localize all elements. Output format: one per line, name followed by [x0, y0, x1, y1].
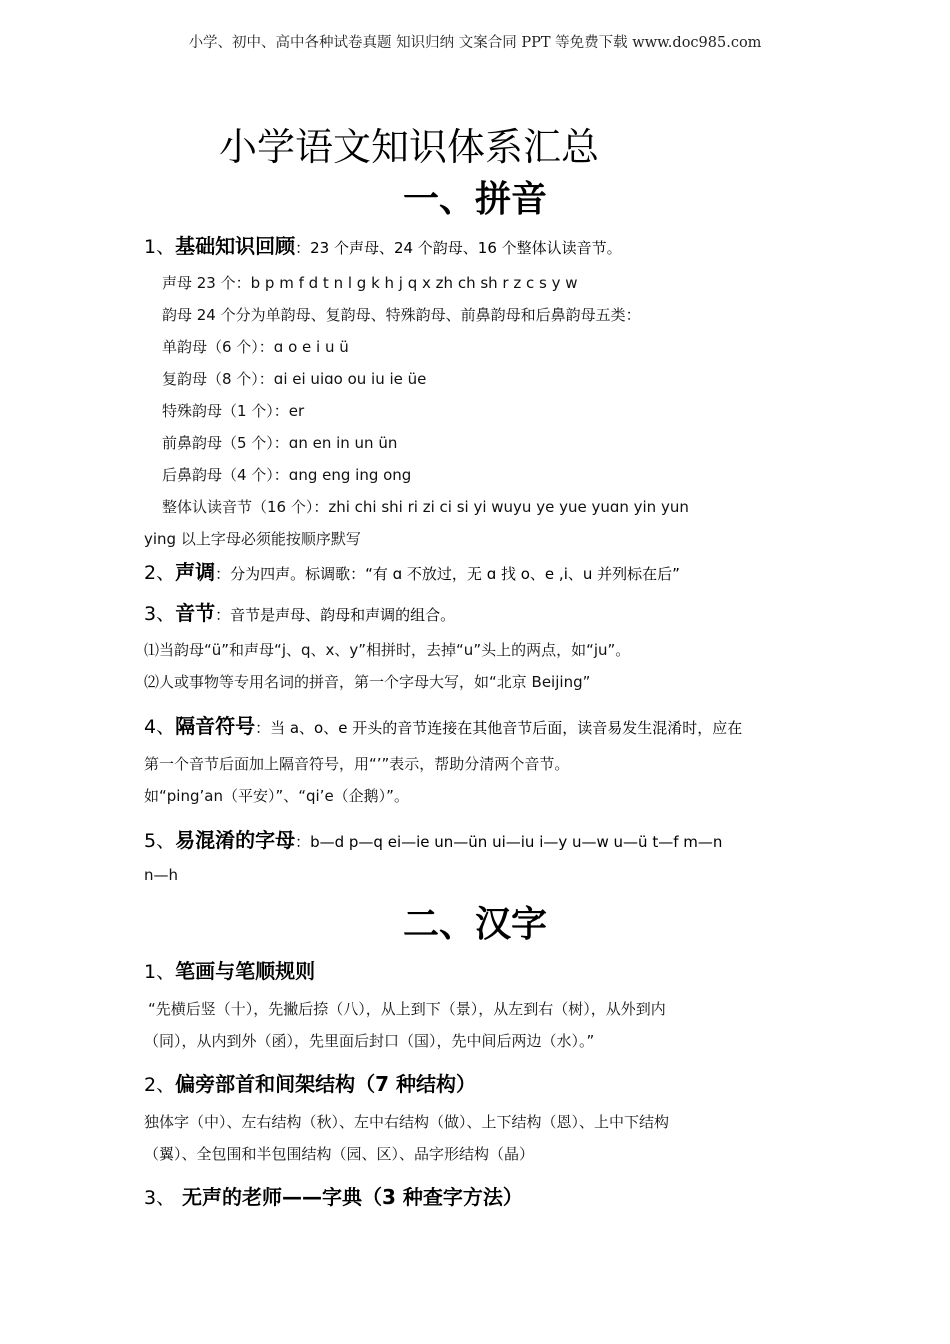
heading-basics: 1、基础知识回顾：23 个声母、24 个韵母、16 个整体认读音节。	[144, 234, 622, 258]
text-line: 如“ping’an（平安）”、“qi’e（企鹅）”。	[144, 787, 409, 805]
section-title-hanzi: 二、汉字	[402, 904, 547, 945]
section-title-pinyin: 一、拼音	[402, 179, 547, 220]
heading-tones: 2、声调：分为四声。标调歌：“有 ɑ 不放过，无 ɑ 找 o、e ,i、u 并列标在后”	[144, 560, 680, 584]
text-line: 复韵母（8 个）：ɑi ei uiɑo ou iu ie üe	[162, 370, 427, 388]
text-line: ⑵人或事物等专用名词的拼音，第一个字母大写，如“北京 Beijing”	[144, 673, 591, 691]
text-line: 第一个音节后面加上隔音符号，用“’”表示，帮助分清两个音节。	[144, 755, 570, 773]
text-line: 前鼻韵母（5 个）：ɑn en in un ün	[162, 434, 398, 452]
text-line: 独体字（中）、左右结构（秋）、左中右结构（做）、上下结构（恩）、上中下结构	[144, 1113, 670, 1131]
text-line: 整体认读音节（16 个）：zhi chi shi ri zi ci si yi wuyu ye yue yuɑn yin yun	[162, 498, 689, 516]
heading-separator: 4、隔音符号：当 a、o、e 开头的音节连接在其他音节后面，读音易发生混淆时，应在	[144, 714, 743, 738]
heading-confusable: 5、易混淆的字母：b—d p—q ei—ie un—ün ui—iu i—y u—w u—ü t—f m—n	[144, 828, 723, 852]
text-line: 声母 23 个：b p m f d t n l g k h j q x zh ch sh r z c s y w	[162, 274, 578, 292]
heading-structures: 2、偏旁部首和间架结构（7 种结构）	[144, 1072, 476, 1096]
text-line: 韵母 24 个分为单韵母、复韵母、特殊韵母、前鼻韵母和后鼻韵母五类：	[162, 306, 641, 324]
text-line: 特殊韵母（1 个）：er	[162, 402, 305, 420]
text-line: 单韵母（6 个）：ɑ o e i u ü	[162, 338, 349, 356]
heading-syllable: 3、音节：音节是声母、韵母和声调的组合。	[144, 601, 456, 625]
heading-strokes: 1、笔画与笔顺规则	[144, 959, 316, 983]
text-line: （同），从内到外（函），先里面后封口（国），先中间后两边（水）。”	[144, 1032, 595, 1050]
text-line: 后鼻韵母（4 个）：ɑng eng ing ong	[162, 466, 412, 484]
document-title: 小学语文知识体系汇总	[219, 125, 600, 169]
heading-dictionary: 3、 无声的老师——字典（3 种查字方法）	[144, 1185, 523, 1209]
text-line: ying 以上字母必须能按顺序默写	[144, 530, 361, 548]
text-line: “先横后竖（十），先撇后捺（八），从上到下（景），从左到右（树），从外到内	[148, 1000, 666, 1018]
text-line: n—h	[144, 866, 179, 884]
text-line: ⑴当韵母“ü”和声母“j、q、x、y”相拼时，去掉“u”头上的两点，如“ju”。	[144, 641, 631, 659]
text-line: （翼）、全包围和半包围结构（园、区）、品字形结构（晶）	[144, 1145, 535, 1163]
page-header: 小学、初中、高中各种试卷真题 知识归纳 文案合同 PPT 等免费下载 www.doc985.com	[188, 35, 762, 51]
